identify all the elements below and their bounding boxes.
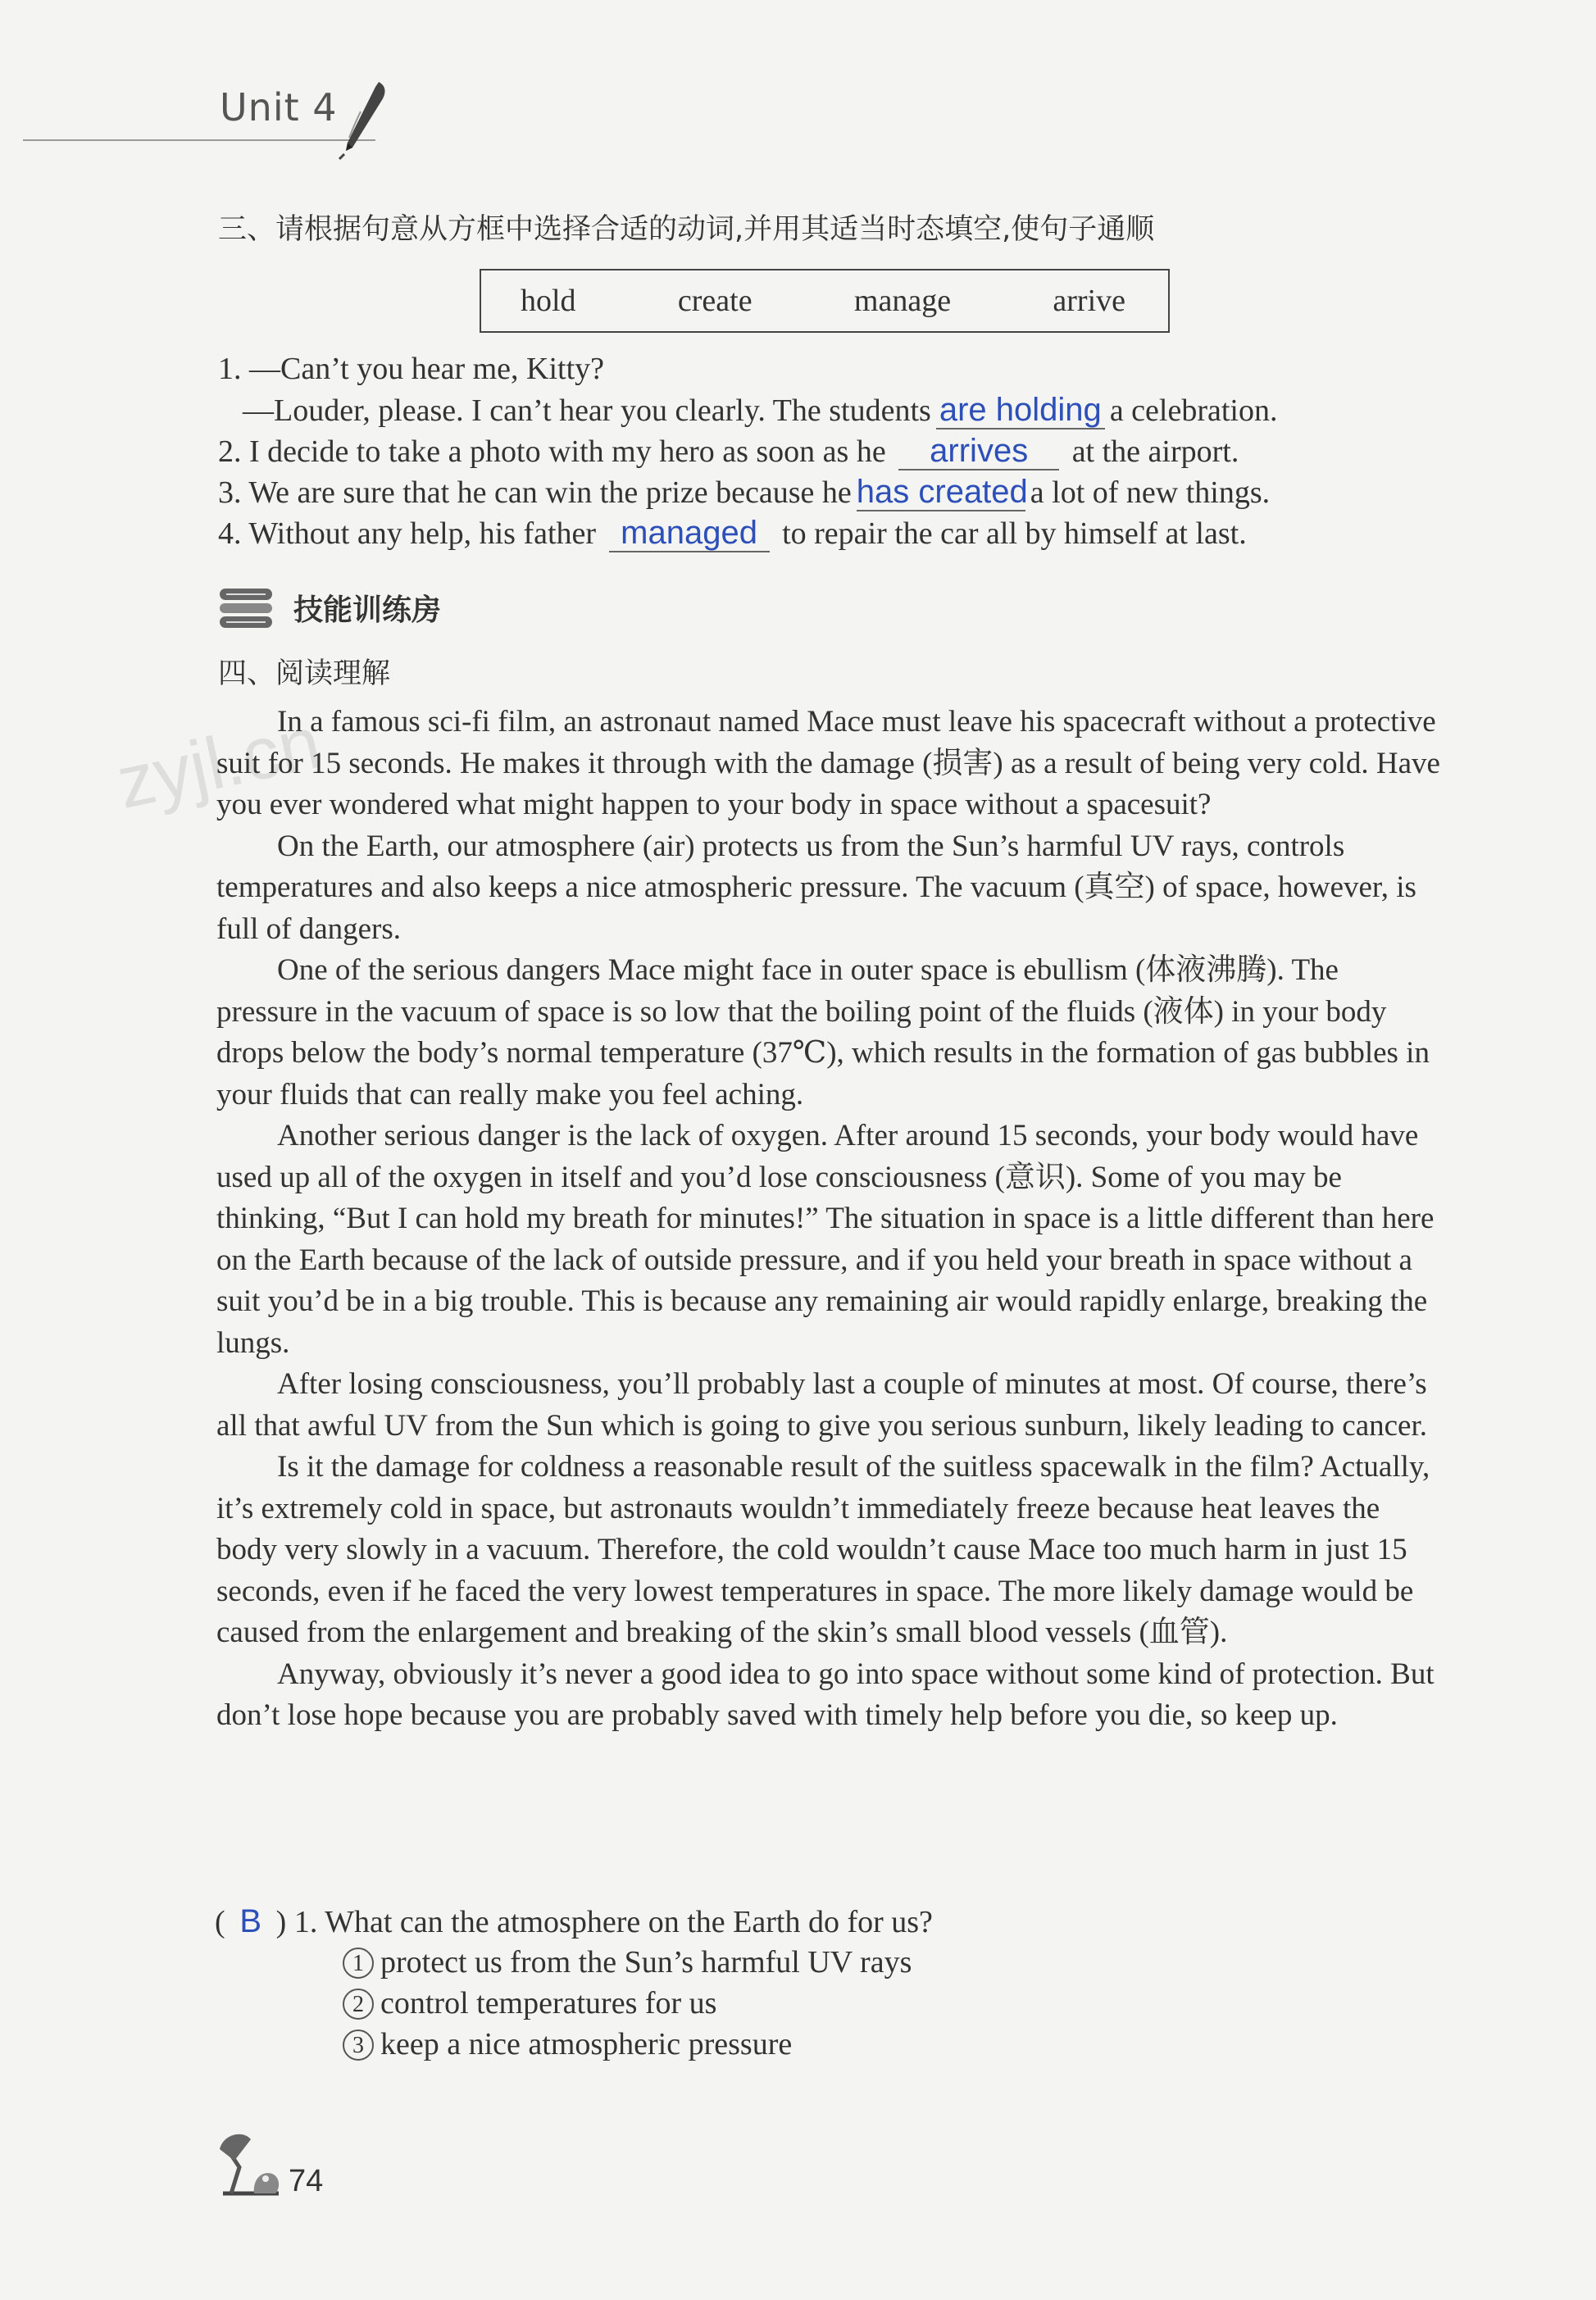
question-text: 4. Without any help, his father [218, 516, 597, 551]
desk-lamp-icon [215, 2125, 289, 2198]
skills-book-icon [216, 585, 275, 631]
option-2 [343, 1985, 716, 2021]
word-bank-item: arrive [1053, 284, 1125, 318]
question-3-line [218, 474, 1270, 511]
question-2-line [218, 433, 1239, 470]
question-1-line-b [243, 392, 1277, 430]
passage-paragraph: In a famous sci-fi film, an astronaut named Mace must leave his spacecraft without a protective suit for 15 seconds. He makes it through with the damage (损害) as a result of being very cold. Have you ever wondered what might happen to your body in space without a spacesuit? [216, 705, 1440, 821]
page-number: 74 [289, 2164, 324, 2198]
question-text: a lot of new things. [1030, 475, 1271, 510]
answer-blank: are holding [936, 392, 1105, 430]
circled-number: 3 [343, 2030, 374, 2061]
question-1-line-a: 1. —Can’t you hear me, Kitty? [218, 352, 605, 386]
paren-open: ( [215, 1905, 225, 1939]
question-text: 1. What can the atmosphere on the Earth do for us? [293, 1905, 933, 1939]
question-text: 2. I decide to take a photo with my hero as soon as he [218, 434, 886, 469]
answer-blank: arrives [898, 433, 1059, 470]
answer-blank: managed [609, 515, 770, 552]
question-text: a celebration. [1109, 393, 1278, 428]
question-4-line [218, 515, 1247, 552]
pen-icon [328, 79, 393, 161]
header-rule [23, 139, 375, 141]
passage-paragraph: Anyway, obviously it’s never a good idea to go into space without some kind of protection. But don’t lose hope because you are probably saved with timely help before you die, so keep up. [216, 1657, 1435, 1732]
word-box [480, 269, 1170, 333]
option-text: keep a nice atmospheric pressure [380, 2027, 793, 2061]
reading-passage [216, 702, 1446, 1737]
option-3 [343, 2026, 792, 2062]
reading-question-1 [215, 1903, 933, 1940]
option-1 [343, 1944, 912, 1980]
question-text: to repair the car all by himself at last. [782, 516, 1247, 551]
question-text: at the airport. [1071, 434, 1239, 469]
watermark: zyjl.cn [110, 702, 328, 825]
option-text: control temperatures for us [380, 1986, 717, 2020]
answer-blank: has created [856, 474, 1028, 510]
question-text: 3. We are sure that he can win the prize because he [218, 475, 852, 510]
passage-paragraph: One of the serious dangers Mace might face in outer space is ebullism (体液沸腾). The pressure in the vacuum of space is so low that the boiling point of the fluids (液体) in your body drops below the body’s normal temperature (37℃), which results in the formation of gas bubbles in your fluids that can really make you feel aching. [216, 953, 1430, 1111]
word-bank-item: manage [853, 284, 952, 318]
word-bank-item: create [677, 284, 753, 318]
answer-letter: B [239, 1903, 261, 1939]
section3-title: 三、请根据句意从方框中选择合适的动词,并用其适当时态填空,使句子通顺 [218, 213, 1155, 246]
section4-title: 四、阅读理解 [218, 657, 391, 690]
passage-paragraph: On the Earth, our atmosphere (air) protects us from the Sun’s harmful UV rays, controls temperatures and also keeps a nice atmospheric pressure. The vacuum (真空) of space, however, is full of dangers. [216, 829, 1416, 946]
passage-paragraph: Another serious danger is the lack of oxygen. After around 15 seconds, your body would have used up all of the oxygen in itself and you’d lose consciousness (意识). Some of you may be thinking, “But I can hold my breath for minutes!” The situation in space is a little different than here on the Earth because of the lack of outside pressure, and if you held your breath in space without a suit you’d be in a big trouble. This is because any remaining air would rapidly enlarge, breaking the lungs. [216, 1119, 1435, 1360]
circled-number: 2 [343, 1989, 374, 2020]
option-text: protect us from the Sun’s harmful UV rays [380, 1945, 912, 1980]
word-bank-item: hold [521, 284, 576, 318]
question-text: —Louder, please. I can’t hear you clearly. The students [243, 393, 931, 428]
skills-title: 技能训练房 [293, 593, 442, 627]
circled-number: 1 [343, 1948, 374, 1979]
passage-paragraph: Is it the damage for coldness a reasonable result of the suitless spacewalk in the film? Actually, it’s extremely cold in space, but astronauts wouldn’t immediately freeze because heat leaves the body very slowly in a vacuum. Therefore, the cold wouldn’t cause Mace too much harm in just 15 seconds, even if he faced the very lowest temperatures in space. The more likely damage would be caused from the enlargement and breaking of the skin’s small blood vessels (血管). [216, 1450, 1430, 1649]
passage-paragraph: After losing consciousness, you’ll probably last a couple of minutes at most. Of course, there’s all that awful UV from the Sun which is going to give you serious sunburn, likely leading to cancer. [216, 1367, 1428, 1443]
paren-close: ) [275, 1905, 287, 1939]
unit-title: Unit 4 [220, 85, 338, 130]
